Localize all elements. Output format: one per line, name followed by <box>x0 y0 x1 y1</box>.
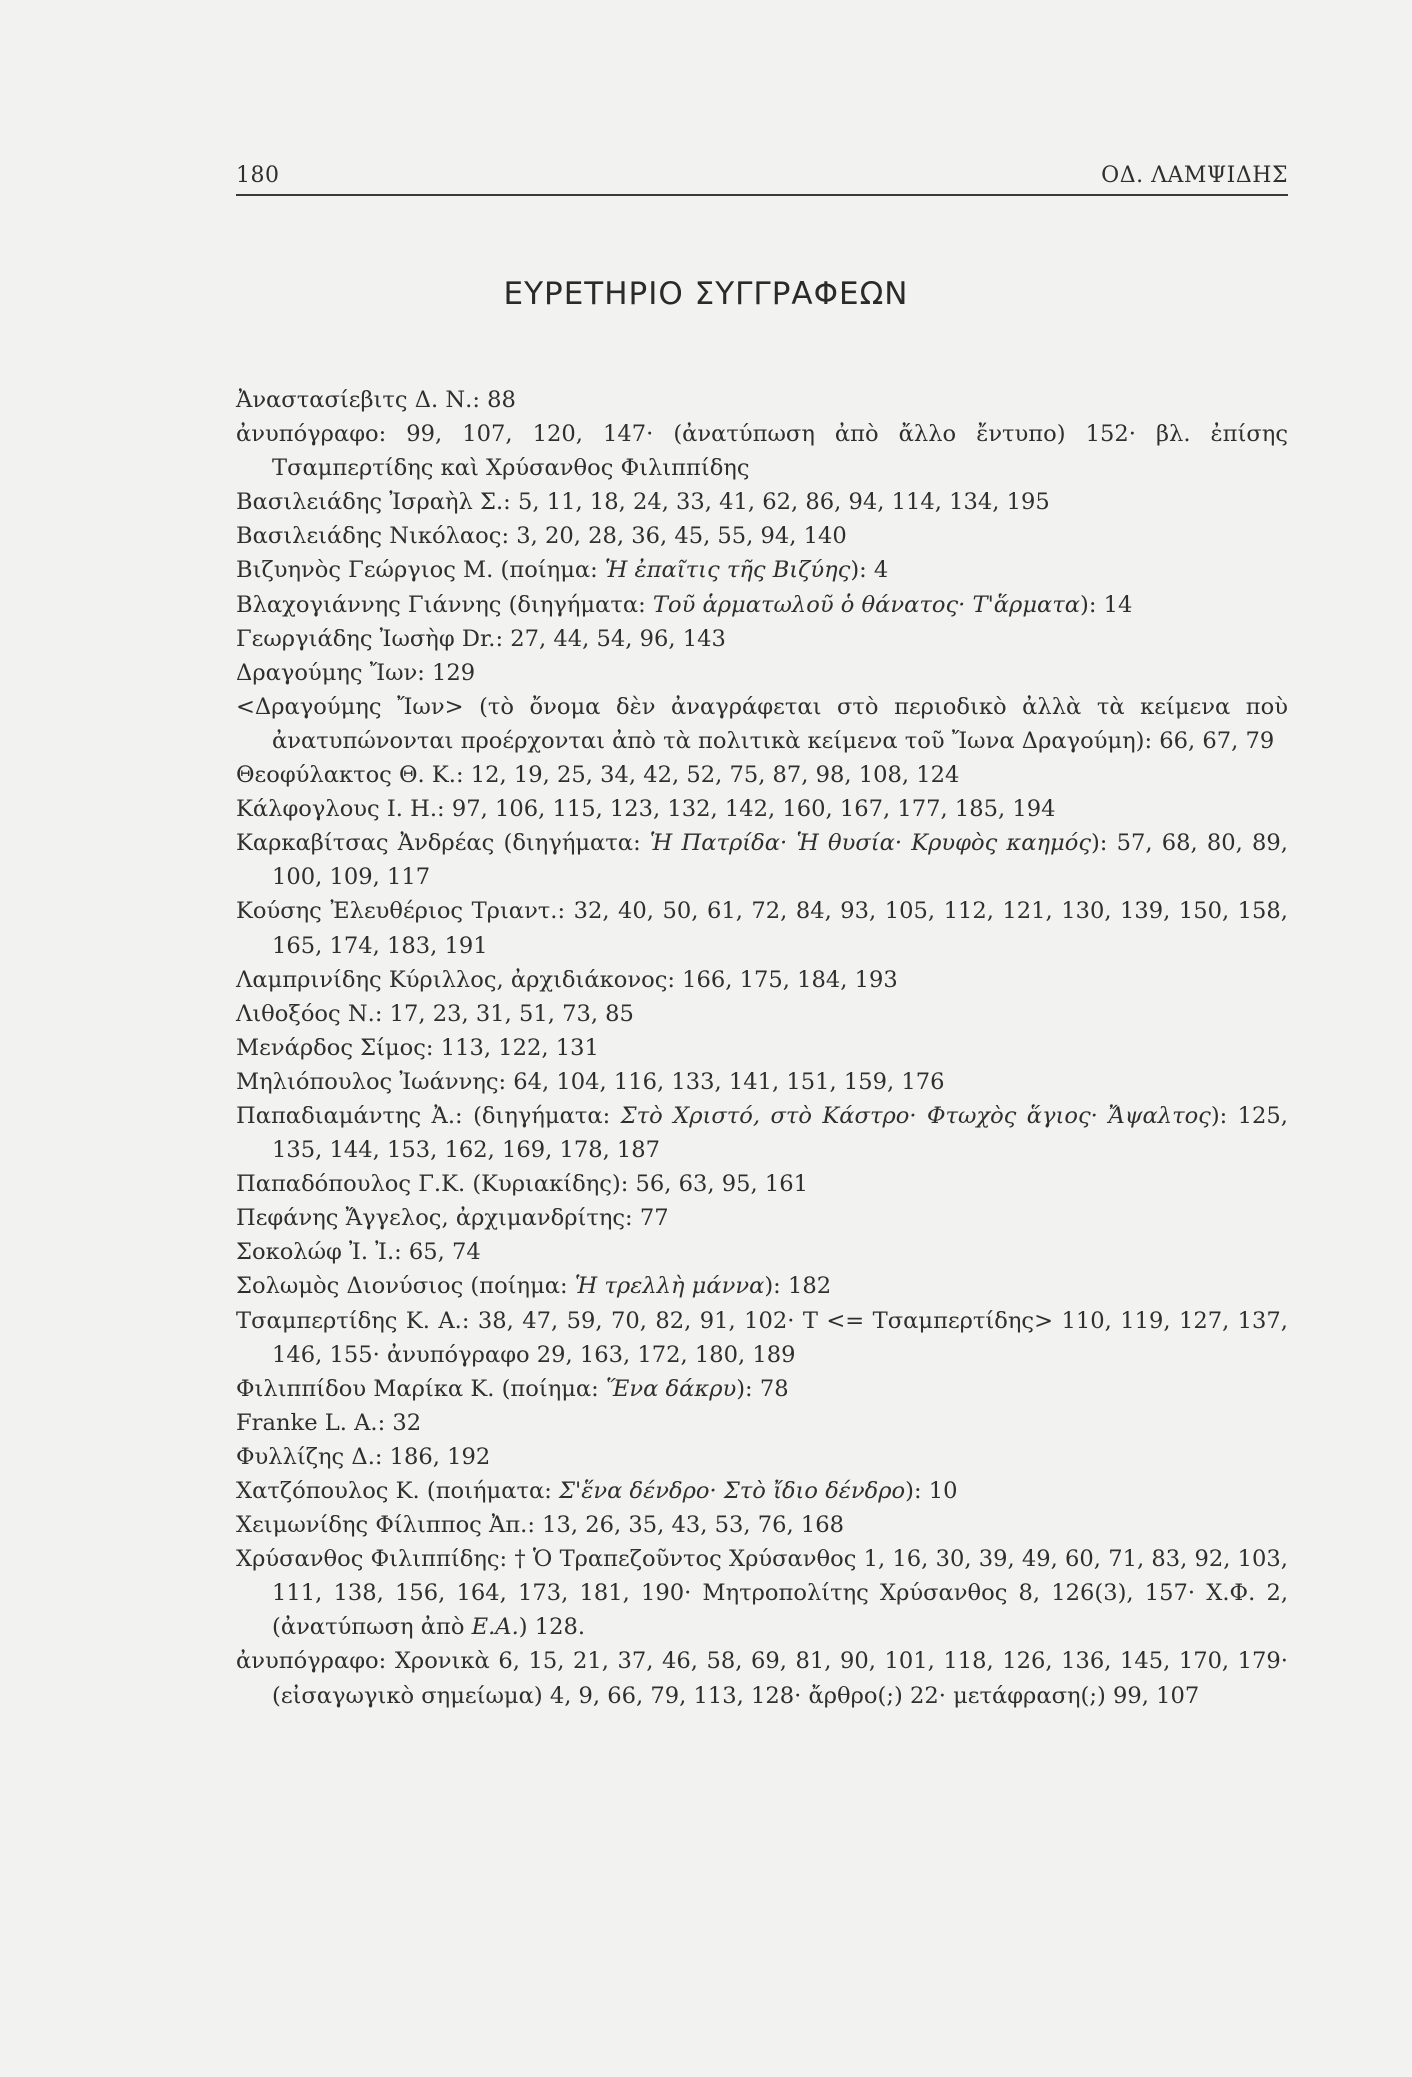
entry-text: Βασιλειάδης Ἰσραὴλ Σ.: 5, 11, 18, 24, 33, 41, 62, 86, 94, 114, 134, 195 <box>236 489 1050 516</box>
entry-text: Ἀναστασίεβιτς Δ. Ν.: 88 <box>236 387 516 413</box>
index-entry <box>236 894 1288 962</box>
entry-text: Μηλιόπουλος Ἰωάννης: 64, 104, 116, 133, 141, 151, 159, 176 <box>236 1068 945 1095</box>
index-entry <box>236 1542 1288 1644</box>
index-entry <box>236 1304 1288 1372</box>
entry-text: Μενάρδος Σίμος: 113, 122, 131 <box>236 1034 599 1061</box>
entry-text: ): 57, 68, 80, 89, 100, 109, 117 <box>272 830 1288 891</box>
index-entry <box>236 690 1288 758</box>
entry-text: Λαμπρινίδης Κύριλλος, ἀρχιδιάκονος: 166, 175, 184, 193 <box>236 966 898 993</box>
entry-text: Λιθοξόος Ν.: 17, 23, 31, 51, 73, 85 <box>236 1000 634 1027</box>
index-entry <box>236 656 1288 690</box>
index-entry <box>236 1031 1288 1065</box>
entry-text: Φιλιππίδου Μαρίκα Κ. (ποίημα: <box>236 1375 606 1402</box>
entry-text: ): 10 <box>905 1478 958 1504</box>
entry-text: Θεοφύλακτος Θ. Κ.: 12, 19, 25, 34, 42, 52, 75, 87, 98, 108, 124 <box>236 762 960 789</box>
index-entry <box>236 963 1288 997</box>
entry-text: Γεωργιάδης Ἰωσὴφ Dr.: 27, 44, 54, 96, 143 <box>236 625 726 652</box>
index-entry <box>236 417 1288 485</box>
index-entry <box>236 792 1288 826</box>
index-entry <box>236 553 1288 587</box>
index-entry <box>236 1372 1288 1406</box>
index-entry <box>236 588 1288 622</box>
entry-text: Βιζυηνὸς Γεώργιος Μ. (ποίημα: <box>236 557 605 584</box>
entry-text: Χατζόπουλος Κ. (ποιήματα: <box>236 1478 560 1504</box>
entry-work-title: Ἡ τρελλὴ μάννα <box>574 1273 765 1300</box>
entry-text: ): 182 <box>764 1273 832 1300</box>
entry-text: ): 78 <box>736 1375 789 1402</box>
entry-text: ἀνυπόγραφο: 99, 107, 120, 147· (ἀνατύπωση ἀπὸ ἄλλο ἔντυπο) 152· βλ. ἐπίσης Τσαμπερτίδης καὶ Χρύσανθος Φιλιππίδης <box>236 421 1288 482</box>
entry-text: ) 128. <box>518 1614 586 1641</box>
entry-text: ): 125, 135, 144, 153, 162, 169, 178, 187 <box>272 1102 1288 1164</box>
index-entry <box>236 622 1288 656</box>
index-entry <box>236 826 1288 894</box>
index-entry <box>236 1269 1288 1303</box>
entry-text: Σοκολώφ Ἰ. Ἰ.: 65, 74 <box>236 1239 481 1266</box>
index-entry <box>236 758 1288 792</box>
index-entry <box>236 519 1288 553</box>
entry-text: Τσαμπερτίδης Κ. Α.: 38, 47, 59, 70, 82, 91, 102· Τ <= Τσαμπερτίδης> 110, 119, 127, 137, 146, 155· ἀνυπόγραφο 29, 163, 172, 180, 189 <box>236 1307 1288 1368</box>
entry-text: Franke L. A.: 32 <box>236 1409 422 1436</box>
index-entry <box>236 1167 1288 1201</box>
entry-text: Παπαδόπουλος Γ.Κ. (Κυριακίδης): 56, 63, 95, 161 <box>236 1171 808 1198</box>
entry-text: Κάλφογλους Ι. Η.: 97, 106, 115, 123, 132, 142, 160, 167, 177, 185, 194 <box>236 796 1056 823</box>
entry-work-title: Σ'ἕνα δένδρο· Στὸ ἴδιο δένδρο <box>559 1478 906 1504</box>
index-entry <box>236 1065 1288 1099</box>
entry-text: Βασιλειάδης Νικόλαος: 3, 20, 28, 36, 45, 55, 94, 140 <box>236 523 847 550</box>
index-entry <box>236 1508 1288 1542</box>
entry-work-title: Ἡ Πατρίδα· Ἡ θυσία· Κρυφὸς καημός <box>649 830 1091 857</box>
entry-text: Παπαδιαμάντης Ἀ.: (διηγήματα: <box>236 1102 621 1129</box>
entry-work-title: Τοῦ ἁρματωλοῦ ὁ θάνατος· Τ'ἅρματα <box>652 591 1081 618</box>
entry-text: Κούσης Ἐλευθέριος Τριαντ.: 32, 40, 50, 61, 72, 84, 93, 105, 112, 121, 130, 139, 150, 158, 165, 174, 183, 191 <box>236 898 1288 959</box>
entry-text: Χειμωνίδης Φίλιππος Ἀπ.: 13, 26, 35, 43, 53, 76, 168 <box>236 1512 844 1539</box>
running-title: ΟΔ. ΛΑΜΨΙΔΗΣ <box>1101 163 1288 188</box>
index-entry <box>236 1474 1288 1508</box>
page-number: 180 <box>236 163 280 188</box>
entry-work-title: Στὸ Χριστό, στὸ Κάστρο· Φτωχὸς ἅγιος· Ἄψαλτος <box>620 1102 1211 1129</box>
index-entry <box>236 1644 1288 1712</box>
entry-text: Πεφάνης Ἄγγελος, ἀρχιμανδρίτης: 77 <box>236 1205 669 1232</box>
index-entry <box>236 1099 1288 1167</box>
index-entry <box>236 485 1288 519</box>
entry-text: <Δραγούμης Ἴων> (τὸ ὄνομα δὲν ἀναγράφεται στὸ περιοδικὸ ἀλλὰ τὰ κείμενα ποὺ ἀνατυπώνονται προέρχονται ἀπὸ τὰ πολιτικὰ κείμενα τοῦ Ἴωνα Δραγούμη): 66, 67, 79 <box>236 693 1288 754</box>
index-entry <box>236 383 1288 417</box>
running-head <box>236 163 1288 193</box>
entry-work-title: Ε.Α. <box>471 1614 519 1641</box>
index-title: ΕΥΡΕΤΗΡΙΟ ΣΥΓΓΡΑΦΕΩΝ <box>503 276 909 312</box>
index-entry <box>236 1406 1288 1440</box>
entry-text: Βλαχογιάννης Γιάννης (διηγήματα: <box>236 591 653 618</box>
entry-text: Δραγούμης Ἴων: 129 <box>236 659 476 686</box>
index-entry <box>236 1235 1288 1269</box>
author-index-list <box>236 383 1288 1713</box>
entry-text: Σολωμὸς Διονύσιος (ποίημα: <box>236 1273 575 1300</box>
entry-text: Φυλλίζης Δ.: 186, 192 <box>236 1443 491 1470</box>
entry-text: Χρύσανθος Φιλιππίδης: † Ὁ Τραπεζοῦντος Χρύσανθος 1, 16, 30, 39, 49, 60, 71, 83, 92, 103, 111, 138, 156, 164, 173, 181, 190· Μητροπολίτης Χρύσανθος 8, 126(3), 157· Χ.Φ. 2, (ἀνατύπωση ἀπὸ <box>236 1546 1288 1641</box>
entry-work-title: Ἡ ἐπαῖτις τῆς Βιζύης <box>604 557 851 584</box>
header-rule <box>236 194 1288 196</box>
entry-text: ): 14 <box>1080 591 1133 618</box>
entry-text: Καρκαβίτσας Ἀνδρέας (διηγήματα: <box>236 830 650 857</box>
entry-work-title: Ἕνα δάκρυ <box>605 1375 737 1402</box>
index-entry <box>236 1440 1288 1474</box>
index-entry <box>236 1201 1288 1235</box>
entry-text: ἀνυπόγραφο: Χρονικὰ 6, 15, 21, 37, 46, 58, 69, 81, 90, 101, 118, 126, 136, 145, 170, 179· (εἰσαγωγικὸ σημείωμα) 4, 9, 66, 79, 113, 128· ἄρθρο(;) 22· μετάφραση(;) 99, 107 <box>236 1648 1288 1709</box>
entry-text: ): 4 <box>850 557 889 584</box>
index-entry <box>236 997 1288 1031</box>
